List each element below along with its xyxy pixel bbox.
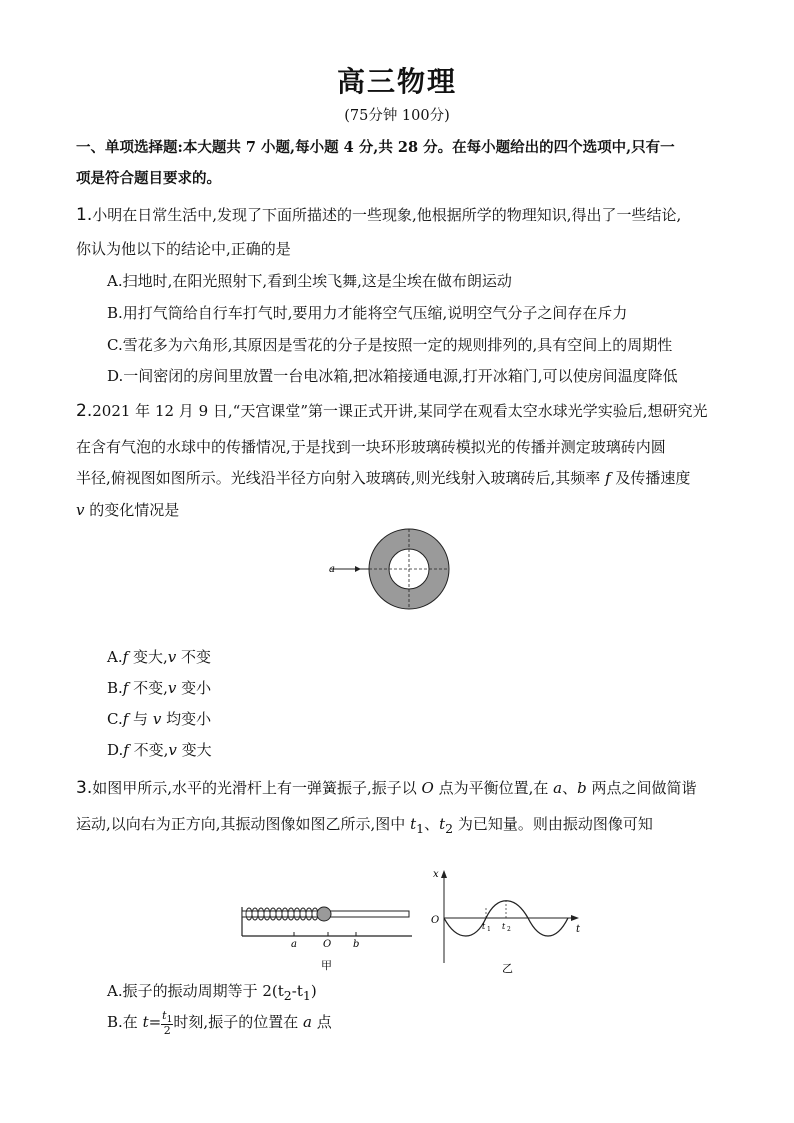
speed-symbol: v xyxy=(152,710,162,728)
exam-duration-score: (75分钟 100分) xyxy=(344,108,450,124)
t2-symbol: t xyxy=(439,815,446,833)
light-ray-label: a xyxy=(329,564,335,575)
option-text: 不变, xyxy=(128,679,168,697)
question-2-line3 xyxy=(76,467,690,488)
point-a-symbol: a xyxy=(553,779,563,797)
speed-symbol: v xyxy=(167,648,177,666)
option-text: 与 xyxy=(128,710,153,728)
page-title: 高三物理 xyxy=(336,65,457,98)
option-text: -t xyxy=(291,982,303,1000)
option-text: A.振子的振动周期等于 2(t xyxy=(107,982,284,1000)
fraction-t1-over-2 xyxy=(161,1010,173,1036)
vibration-graph-figure xyxy=(430,866,590,978)
t2-subscript: 2 xyxy=(445,821,454,836)
label-b: b xyxy=(353,939,360,950)
option-text: 变小 xyxy=(176,679,212,697)
option-text: 不变, xyxy=(128,741,169,759)
oscillator-ball xyxy=(317,907,331,921)
question-1-option-b[interactable]: B.用打气筒给自行车打气时,要用力才能将空气压缩,说明空气分子之间存在斥力 xyxy=(107,304,628,322)
question-3-number: 3. xyxy=(76,778,93,798)
t1-subscript: 1 xyxy=(416,821,425,836)
option-text: 均变小 xyxy=(161,710,212,728)
point-a-symbol: a xyxy=(302,1013,312,1032)
question-1-option-a[interactable]: A.扫地时,在阳光照射下,看到尘埃飞舞,这是尘埃在做布朗运动 xyxy=(107,272,512,290)
option-letter: B. xyxy=(107,679,123,697)
option-text: B.在 xyxy=(107,1013,143,1032)
equals-sign: = xyxy=(148,1013,162,1032)
frequency-symbol: f xyxy=(122,710,129,728)
question-1-text: 小明在日常生活中,发现了下面所描述的一些现象,他根据所学的物理知识,得出了一些结论, xyxy=(92,206,682,224)
question-3-text: 两点之间做简谐 xyxy=(586,779,697,797)
option-text: 变大, xyxy=(128,648,168,666)
t-axis-arrow xyxy=(571,915,579,921)
frequency-symbol: f xyxy=(122,679,129,697)
section-heading-line2: 项是符合题目要求的。 xyxy=(76,170,221,187)
question-2-option-d[interactable] xyxy=(107,739,212,760)
question-3-line1 xyxy=(76,777,697,798)
question-2-number: 2. xyxy=(76,401,93,421)
question-1-line2: 你认为他以下的结论中,正确的是 xyxy=(76,240,291,258)
question-3-text: 点为平衡位置,在 xyxy=(433,779,554,797)
question-2-option-c[interactable] xyxy=(107,708,211,729)
question-1-line1 xyxy=(76,204,681,225)
t1-label-sub: 1 xyxy=(487,926,491,933)
question-2-line3-text: 半径,俯视图如图所示。光线沿半径方向射入玻璃砖,则光线射入玻璃砖后,其频率 xyxy=(76,469,606,487)
x-axis-arrow xyxy=(441,870,447,878)
separator: 、 xyxy=(562,779,578,797)
figure-jia-caption: 甲 xyxy=(321,959,332,972)
option-letter: C. xyxy=(107,710,123,728)
subscript: 1 xyxy=(166,1014,173,1026)
option-text: 不变 xyxy=(176,648,211,666)
question-3-text: 运动,以向右为正方向,其振动图像如图乙所示,图中 xyxy=(76,815,411,833)
frequency-symbol: f xyxy=(123,741,129,759)
subscript: 1 xyxy=(302,988,311,1003)
time-symbol: t xyxy=(142,1013,149,1032)
option-text: 点 xyxy=(311,1013,332,1032)
t1-symbol: t xyxy=(162,1009,167,1022)
t2-label-sub: 2 xyxy=(507,926,511,933)
origin-label: O xyxy=(431,915,440,926)
frequency-symbol: f xyxy=(122,648,129,666)
spring-oscillator-figure xyxy=(236,895,416,975)
question-2-line4 xyxy=(76,499,179,520)
label-o: O xyxy=(323,939,332,950)
question-1-number: 1. xyxy=(76,205,93,225)
separator: 、 xyxy=(424,815,440,833)
question-3-option-b[interactable] xyxy=(107,1010,332,1036)
fraction-denominator: 2 xyxy=(163,1024,171,1038)
question-2-option-b[interactable] xyxy=(107,677,211,698)
option-letter: A. xyxy=(107,648,123,666)
question-2-line1 xyxy=(76,400,708,421)
speed-symbol: v xyxy=(168,741,177,759)
t1-label: t xyxy=(482,922,486,931)
speed-symbol: v xyxy=(167,679,177,697)
question-1-option-d[interactable]: D.一间密闭的房间里放置一台电冰箱,把冰箱接通电源,打开冰箱门,可以使房间温度降低 xyxy=(107,367,678,385)
question-2-line4-text: 的变化情况是 xyxy=(84,501,180,519)
axis-t-label: t xyxy=(576,924,581,935)
question-3-text: 如图甲所示,水平的光滑杆上有一弹簧振子,振子以 xyxy=(92,779,422,797)
question-3-text: 为已知量。则由振动图像可知 xyxy=(453,815,653,833)
fraction-numerator xyxy=(161,1010,173,1025)
label-a: a xyxy=(291,939,297,950)
light-ray-arrow xyxy=(355,566,361,572)
question-3-option-a[interactable] xyxy=(107,980,317,1003)
subscript: 2 xyxy=(283,988,292,1003)
t1-symbol: t xyxy=(410,815,417,833)
frequency-symbol: f xyxy=(605,469,611,487)
t2-label: t xyxy=(502,922,506,931)
figure-yi-caption: 乙 xyxy=(502,962,513,975)
speed-symbol: v xyxy=(76,501,85,519)
question-2-text: 2021 年 12 月 9 日,“天宫课堂”第一课正式开讲,某同学在观看太空水球光学实验后,想研究光 xyxy=(92,402,708,420)
axis-x-label: x xyxy=(433,869,439,880)
section-heading-line1: 一、单项选择题:本大题共 7 小题,每小题 4 分,共 28 分。在每小题给出的四个选项中,只有一 xyxy=(76,139,675,156)
question-2-line3-end: 及传播速度 xyxy=(610,469,691,487)
option-letter: D. xyxy=(107,741,124,759)
option-text: 变大 xyxy=(176,741,212,759)
question-2-line2: 在含有气泡的水球中的传播情况,于是找到一块环形玻璃砖模拟光的传播并测定玻璃砖内圆 xyxy=(76,438,666,456)
question-2-option-a[interactable] xyxy=(107,646,211,667)
point-o-symbol: O xyxy=(421,779,434,797)
question-3-line2 xyxy=(76,813,653,836)
option-text: ) xyxy=(310,982,317,1000)
ring-glass-figure xyxy=(325,527,485,612)
question-1-option-c[interactable]: C.雪花多为六角形,其原因是雪花的分子是按照一定的规则排列的,具有空间上的周期性 xyxy=(107,336,673,354)
point-b-symbol: b xyxy=(577,779,587,797)
option-text: 时刻,振子的位置在 xyxy=(173,1013,303,1032)
